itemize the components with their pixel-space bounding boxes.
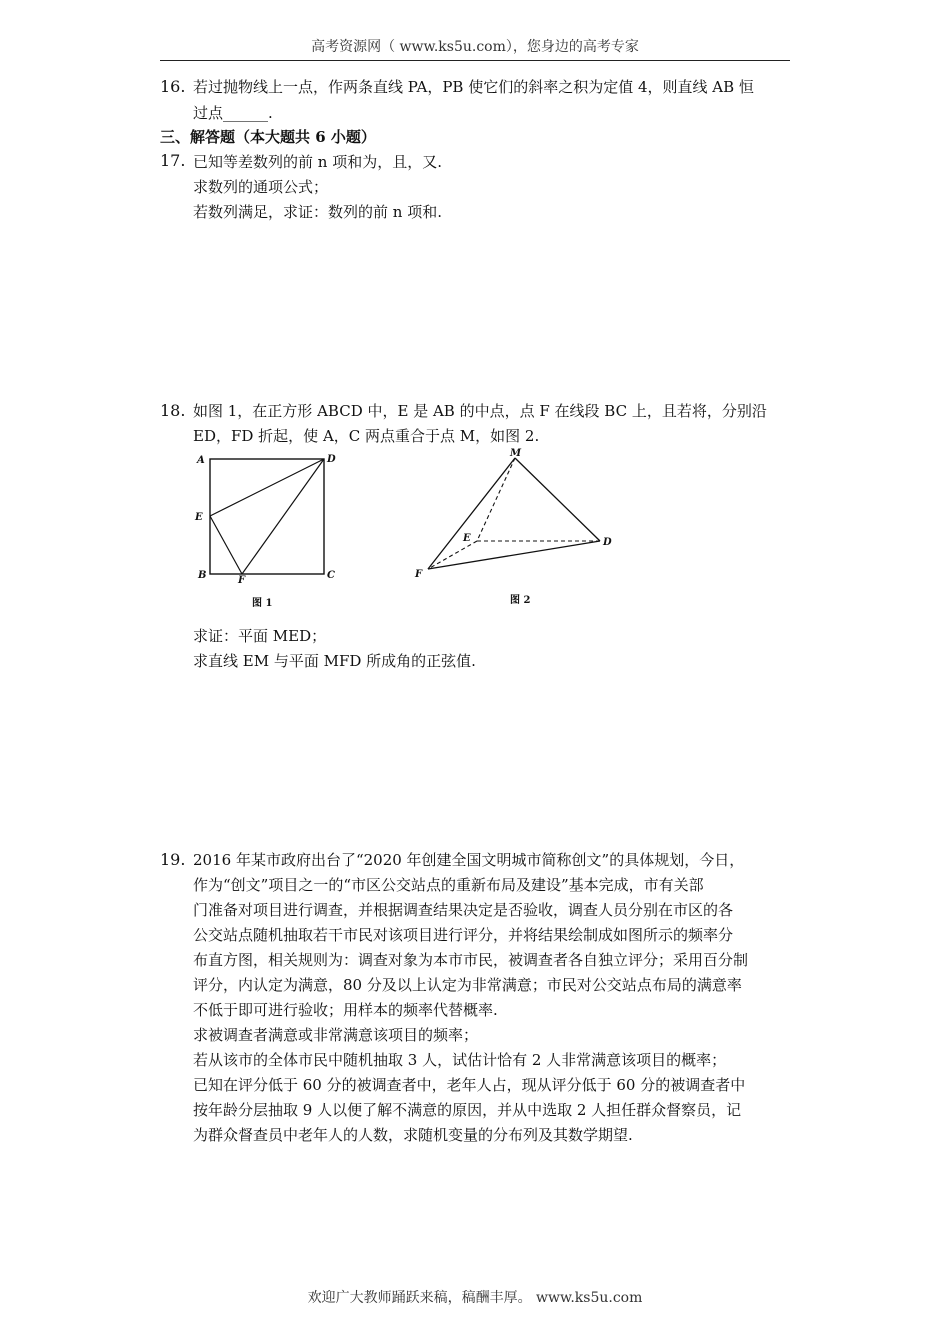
- question-18-part-2: 求直线 EM 与平面 MFD 所成角的正弦值.: [193, 652, 476, 670]
- label-d: D: [327, 454, 336, 465]
- question-16-line-2: 过点______.: [193, 104, 273, 122]
- question-19-line: 作为“创文”项目之一的“市区公交站点的重新布局及建设”基本完成，市有关部: [193, 876, 704, 894]
- figure-2-tetrahedron: [405, 443, 625, 613]
- segment-fd: [242, 459, 324, 574]
- label-b: B: [198, 570, 207, 581]
- label-d2: D: [603, 537, 612, 548]
- question-19-line: 按年龄分层抽取 9 人以便了解不满意的原因，并从中选取 2 人担任群众督察员，记: [193, 1101, 742, 1119]
- question-17-line-1: 已知等差数列的前 n 项和为，且，又.: [193, 153, 442, 171]
- segment-ef: [210, 516, 242, 574]
- label-m: M: [510, 448, 522, 459]
- question-17-line-2: 求数列的通项公式；: [193, 178, 329, 196]
- page-header: 高考资源网（ www.ks5u.com），您身边的高考专家: [160, 36, 790, 61]
- page-footer: 欢迎广大教师踊跃来稿，稿酬丰厚。 www.ks5u.com: [307, 1290, 643, 1306]
- question-19-line: 为群众督查员中老年人的人数，求随机变量的分布列及其数学期望.: [193, 1126, 633, 1144]
- question-18-number: 18.: [160, 401, 186, 420]
- label-e: E: [195, 512, 203, 523]
- edge-mf: [428, 458, 515, 569]
- label-f2: F: [415, 569, 423, 580]
- question-19-number: 19.: [160, 850, 186, 869]
- label-f: F: [238, 575, 246, 586]
- edge-fd: [428, 541, 600, 569]
- question-18-line-1: 如图 1，在正方形 ABCD 中，E 是 AB 的中点，点 F 在线段 BC 上，且若将，分别沿: [193, 402, 767, 420]
- question-18-line-2: ED，FD 折起，使 A，C 两点重合于点 M，如图 2.: [193, 427, 540, 445]
- question-17-number: 17.: [160, 151, 186, 170]
- figure-1-caption: 图 1: [252, 598, 273, 609]
- question-19-line: 求被调查者满意或非常满意该项目的频率；: [193, 1026, 479, 1044]
- question-19-line: 若从该市的全体市民中随机抽取 3 人，试估计恰有 2 人非常满意该项目的概率；: [193, 1051, 727, 1069]
- figure-1-square: [190, 448, 350, 613]
- question-16-line-1: 若过抛物线上一点，作两条直线 PA，PB 使它们的斜率之积为定值 4，则直线 AB 恒: [193, 78, 754, 96]
- question-17-line-3: 若数列满足，求证：数列的前 n 项和.: [193, 203, 442, 221]
- edge-md: [515, 458, 600, 541]
- segment-ed: [210, 459, 324, 516]
- label-a: A: [197, 455, 205, 466]
- question-19-line: 布直方图，相关规则为：调查对象为本市市民，被调查者各自独立评分；采用百分制: [193, 951, 749, 969]
- question-18-part-1: 求证：平面 MED；: [193, 627, 327, 645]
- question-19-line: 评分，内认定为满意，80 分及以上认定为非常满意；市民对公交站点布局的满意率: [193, 976, 742, 994]
- square-abcd: [210, 459, 324, 574]
- question-19-line: 门准备对项目进行调查，并根据调查结果决定是否验收，调查人员分别在市区的各: [193, 901, 734, 919]
- question-19-line: 不低于即可进行验收；用样本的频率代替概率.: [193, 1001, 498, 1019]
- label-e2: E: [463, 533, 471, 544]
- question-19-line: 已知在评分低于 60 分的被调查者中，老年人占，现从评分低于 60 分的被调查者中: [193, 1076, 746, 1094]
- section-3-title: 三、解答题（本大题共 6 小题）: [160, 128, 376, 146]
- question-19-line: 2016 年某市政府出台了“2020 年创建全国文明城市简称创文”的具体规划，今日，: [193, 851, 745, 869]
- question-19-line: 公交站点随机抽取若干市民对该项目进行评分，并将结果绘制成如图所示的频率分: [193, 926, 734, 944]
- question-16-number: 16.: [160, 77, 186, 96]
- label-c: C: [327, 570, 335, 581]
- figure-2-caption: 图 2: [510, 595, 531, 606]
